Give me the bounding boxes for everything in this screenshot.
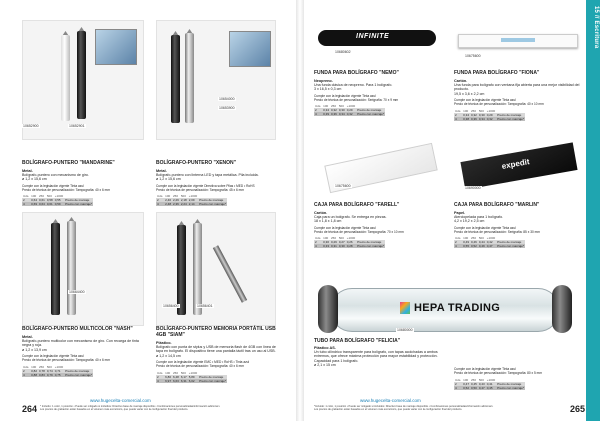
- product-material: Cartón.: [314, 211, 328, 215]
- product-material: Plástico AS.: [314, 346, 336, 350]
- gift-box-icon: [460, 142, 577, 189]
- section-side-tab: [586, 0, 600, 421]
- item-code: 10690000: [465, 186, 481, 190]
- product-photo-felicia: [316, 282, 574, 338]
- page-gutter: [296, 0, 304, 421]
- product-photo-fiona: [454, 20, 582, 66]
- footer-note: *Incluido: 1 color, 1 posición • Puede ser mitigado si incluidos: Directivo base de marcaje disponible • Combinaciones personalizadas/información adicional • Los precios de grabación están basados en el volumen más económico, que puede variar con la configuración final del producto.: [314, 405, 494, 412]
- product-note: Cumple con la legislación vigente Tinta azul Precio de técnica de personalización: Serigrafía: 70 x 9 mm: [314, 93, 399, 102]
- tube-brand-text: HEPA TRADING: [414, 302, 501, 314]
- item-code: 10675600: [335, 184, 351, 188]
- pen-black-icon: [171, 35, 180, 123]
- tube-cap-left-icon: [318, 285, 338, 333]
- product-note: Cumple con la legislación vigente Directiva sobre Pilas • MED • RoHS Precio de técnica de personalización: Tampografía: 45 x 6 mm: [156, 183, 255, 192]
- tablet-hand-icon: [229, 31, 271, 67]
- price-table: Uds. 100 250 500 +1000 2 0,64 0,61 0,58 0,55 Precio de marcaje 4 0,69 0,64 0,61 0,59 Precio con marcaje*: [23, 194, 92, 207]
- price-table: Uds. 100 250 500 +1000 2 6,80 6,48 6,17 5,89 Precio de marcaje 4 6,97 6,63 6,31 6,02 Precio con marcaje*: [157, 370, 226, 383]
- page-number: 265: [570, 404, 586, 414]
- product-felicia: [314, 338, 448, 368]
- product-farell: [314, 202, 450, 248]
- item-code: 10656401: [197, 304, 213, 308]
- product-photo-nemo: [314, 20, 442, 66]
- footer-note: * Incluido: 1 color, 1 posición • Puede ser mitigado si incluidos: Directivo base de marcaje disponible • Combinaciones personalizadas/información adicional • Los precios de grabación están basados en el volumen más económico, que puede variar con la configuración final del producto.: [40, 405, 220, 412]
- product-material: Metal.: [22, 169, 33, 173]
- product-material: Plástico.: [156, 341, 172, 345]
- brand-logo-icon: [400, 302, 410, 314]
- product-description: Bolígrafo-puntero multicolor con mecanismo de giro. Con recarga de tinta negra y roja. ø 1,2 x 13,9 cm: [22, 339, 139, 352]
- product-description: Bolígrafo-puntero con linterna LED y tapa metálica. Pila incluida. ø 1,2 x 15,6 cm: [156, 173, 259, 182]
- product-title: FUNDA PARA BOLÍGRAFO "NEMO": [314, 70, 399, 76]
- item-code: 10656400: [163, 304, 179, 308]
- product-note: Cumple con la legislación vigente Tinta azul Precio de técnica de personalización: Serigrafía: 85 x 30 mm: [454, 225, 540, 234]
- product-note: Cumple con la legislación vigente Tinta azul Precio de técnica de personalización: Tampografía: 40 x 6 mm: [22, 183, 110, 192]
- neoprene-sleeve-icon: [318, 30, 436, 46]
- product-nemo: [314, 70, 450, 116]
- price-table: Uds. 100 250 500 +1000 2 2,40 2,29 2,18 2,09 Precio de marcaje 4 2,48 2,36 2,24 2,14 Precio con marcaje*: [157, 194, 226, 207]
- product-title: FUNDA PARA BOLÍGRAFO "FIONA": [454, 70, 540, 76]
- product-material: Papel.: [454, 211, 466, 215]
- product-description: Bolígrafo-puntero con mecanismo de giro. ø 1,2 x 15,6 cm: [22, 173, 89, 182]
- product-material: Neopreno.: [314, 79, 333, 83]
- item-code: 10652900: [23, 124, 39, 128]
- product-photo-siam: [156, 212, 276, 326]
- pen-black-icon: [177, 225, 186, 315]
- product-title: CAJA PARA BOLÍGRAFO "MARLIN": [454, 202, 540, 208]
- pen-silver-icon: [185, 33, 194, 123]
- item-code: 10652901: [69, 124, 85, 128]
- price-table: Uds. 100 250 500 +1000 2 0,47 0,45 0,43 0,41 Precio de marcaje 4 0,52 0,50 0,47 0,45 Precio con marcaje*: [455, 377, 524, 390]
- product-description: Un tubo cilíndrico transparente para bolígrafo, con tapas acolchadas a ambos extremos, que ofrece máxima protección para mayor estabilidad y protección. Capacidad para 1 bolígrafo. ø 2,1 x 15 cm: [314, 350, 438, 368]
- sleeve-brand-text: INFINITE: [356, 33, 390, 40]
- product-mandarine: [22, 160, 144, 206]
- pen-case-icon: [458, 34, 578, 48]
- item-code: 10664400: [69, 290, 85, 294]
- product-description: Caja para un bolígrafo. Se entrega en piezas. 18 x 1,8 x 1,8 cm: [314, 215, 387, 224]
- product-title: BOLÍGRAFO-PUNTERO "XENON": [156, 160, 237, 166]
- product-marlin: [454, 202, 590, 248]
- product-description: Una funda clásica de neopreno. Para 1 bolígrafo. 3 x 16,5 x 0,3 cm: [314, 83, 393, 92]
- footer-url-link[interactable]: www.hugecelta-comercial.com: [90, 398, 151, 403]
- item-code: 10680000: [397, 328, 413, 332]
- product-note: Cumple con la legislación vigente EMC • MED • RoHS • Tinta azul Precio de técnica de personalización: Tampografía: 40 x 6 mm: [156, 360, 250, 369]
- price-table: Uds. 100 250 500 +1000 2 0,30 0,29 0,27 0,26 Precio de marcaje 4 0,33 0,31 0,30 0,28 Precio con marcaje*: [315, 236, 384, 249]
- page-number: 264: [22, 404, 38, 414]
- tablet-hand-icon: [95, 29, 137, 65]
- product-description: Bolígrafo con punta de stylus y USB de memoria flash de 4GB con línea de tapa en bolígrafo. El dispositivo tiene una pantalla táctil tras un uso al USB. ø 1,2 x 14,5 cm: [156, 345, 276, 358]
- item-code: 10675600: [465, 54, 481, 58]
- section-label: 15 // Escritura: [593, 6, 599, 49]
- product-note: Cumple con la legislación vigente Tinta azul Precio de técnica de personalización: Tampografía: 80 x 5 mm: [454, 367, 542, 375]
- product-photo-xenon: [156, 20, 276, 140]
- right-page: [304, 0, 600, 421]
- product-material: Metal.: [22, 335, 33, 339]
- price-table: Uds. 100 250 500 +1000 2 0,34 0,32 0,30 0,29 Precio de marcaje 4 0,38 0,36 0,34 0,32 Precio con marcaje*: [455, 108, 524, 121]
- product-title: BOLÍGRAFO-PUNTERO MULTICOLOR "NASH": [22, 326, 133, 332]
- left-page: [0, 0, 296, 421]
- product-material: Metal.: [156, 169, 167, 173]
- product-note: Cumple con la legislación vigente Tinta azul Precio de técnica de personalización: Tampografía: 40 x 6 mm: [22, 354, 110, 363]
- item-code: 10653900: [219, 106, 235, 110]
- pen-black-icon: [77, 31, 86, 119]
- product-nash: [22, 326, 144, 377]
- product-felicia-pricing: [454, 368, 590, 390]
- box-brand-text: expedit: [501, 157, 531, 171]
- item-code: 10680602: [335, 50, 351, 54]
- product-photo-marlin: [454, 148, 582, 198]
- price-table: Uds. 100 250 500 +1000 2 0,34 0,32 0,30 0,29 Precio de marcaje 4 0,39 0,36 0,34 0,32 Precio con marcaje*: [315, 104, 384, 117]
- price-table: Uds. 100 250 500 +1000 2 0,49 0,46 0,44 0,42 Precio de marcaje 4 0,55 0,52 0,49 0,47 Precio con marcaje*: [455, 236, 524, 249]
- item-code: 10654000: [219, 97, 235, 101]
- product-description: Una funda para bolígrafo con ventana fija abierta para una mejor visibilidad del producto. 19,5 x 3,6 x 2,2 cm: [454, 83, 580, 96]
- product-note: Cumple con la legislación vigente Tinta azul Precio de técnica de personalización: Tampografía: 40 x 10 mm: [454, 98, 544, 107]
- product-note: Cumple con la legislación vigente Tinta azul Precio de técnica de personalización: Tampografía: 70 x 10 mm: [314, 225, 404, 234]
- footer-url-link[interactable]: www.hugecelta-comercial.com: [360, 398, 421, 403]
- price-table: Uds. 100 250 500 +1000 2 0,82 0,78 0,74 0,71 Precio de marcaje 4 0,88 0,83 0,79 0,75 Precio con marcaje*: [23, 364, 92, 377]
- pen-silver-icon: [67, 221, 76, 315]
- product-title: CAJA PARA BOLÍGRAFO "FARELL": [314, 202, 400, 208]
- product-photo-farell: [314, 148, 442, 198]
- product-title: BOLÍGRAFO-PUNTERO MEMORIA PORTÁTIL USB 4GB "SIAM": [156, 326, 276, 338]
- pen-silver-icon: [193, 223, 202, 315]
- usb-drive-icon: [213, 245, 247, 303]
- tube-cap-right-icon: [552, 285, 572, 333]
- pen-white-icon: [61, 35, 70, 121]
- product-xenon: [156, 160, 280, 206]
- product-fiona: [454, 70, 590, 121]
- product-title: TUBO PARA BOLÍGRAFO "FELICIA": [314, 338, 401, 344]
- product-photo-mandarine: [22, 20, 144, 140]
- product-description: Aterciopelada para 1 bolígrafo. 4,2 x 19,2 x 2,5 cm: [454, 215, 504, 224]
- product-title: BOLÍGRAFO-PUNTERO "MANDARINE": [22, 160, 115, 166]
- product-photo-nash: [22, 212, 144, 326]
- product-siam: [156, 326, 280, 383]
- product-material: Cartón.: [454, 79, 468, 83]
- pen-black-icon: [51, 223, 60, 315]
